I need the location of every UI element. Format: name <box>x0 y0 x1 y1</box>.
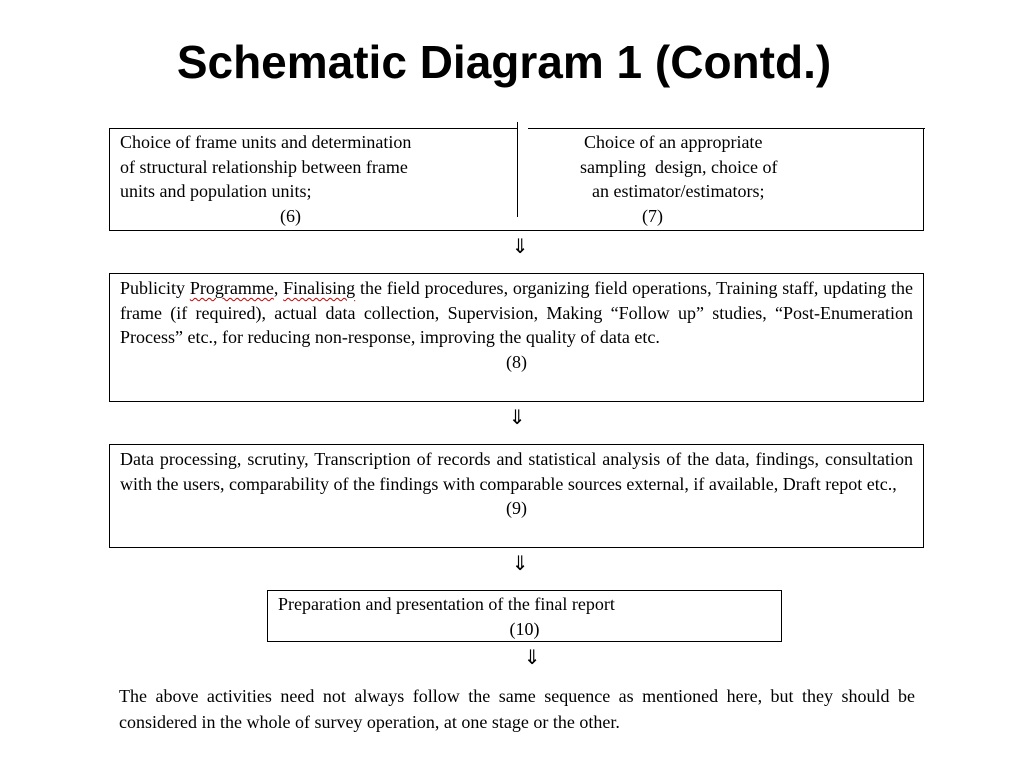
box1-top-border-right <box>528 128 925 129</box>
page-title: Schematic Diagram 1 (Contd.) <box>176 36 832 88</box>
box1-right-line-2: sampling design, choice of <box>580 156 778 177</box>
down-arrow-icon-1: ⇓ <box>511 234 529 258</box>
box-data-processing <box>109 444 924 548</box>
box2-rest: the field procedures, organizing field operations, Training staff, updating the frame (if required), actual data collection, Supervision, Making “Follow up” studies, “Post-Enumeration Process” etc., for reducing non-response, improving the quality of data etc. <box>120 278 914 347</box>
box2-word-finalising: Finalising <box>283 278 356 298</box>
box4-number: (10) <box>509 618 540 639</box>
box1-left-number: (6) <box>280 205 301 226</box>
box-frame-units-and-design <box>109 128 924 231</box>
box2-word-publicity: Publicity <box>120 278 186 298</box>
box2-text <box>120 276 913 350</box>
box1-left-cell <box>120 130 512 228</box>
box2-word-programme: Programme <box>189 278 274 298</box>
box1-right-line-3: an estimator/estimators; <box>592 181 765 201</box>
box1-right-number: (7) <box>642 205 663 226</box>
box1-left-line-2: of structural relationship between frame <box>120 156 408 177</box>
box1-top-border-left <box>109 128 517 129</box>
down-arrow-icon-4: ⇓ <box>523 645 541 669</box>
box-field-operations <box>109 273 924 402</box>
box2-comma: , <box>273 278 279 298</box>
box2-number: (8) <box>506 351 527 372</box>
down-arrow-icon-2: ⇓ <box>508 405 526 429</box>
footer-note: The above activities need not always follow the same sequence as mentioned here, but they should be considered in the whole of survey operation, at one stage or the other. <box>119 686 915 732</box>
box1-left-line-3: units and population units; <box>120 181 312 201</box>
box1-left-line-1: Choice of frame units and determination <box>120 132 412 152</box>
box3-text: Data processing, scrutiny, Transcription of records and statistical analysis of the data, findings, consultation with the users, comparability of the findings with comparable sources external, if available, Draft repot etc., <box>120 449 913 494</box>
box1-right-line-1: Choice of an appropriate <box>584 132 763 152</box>
box4-text: Preparation and presentation of the final report <box>278 594 615 614</box>
box1-right-cell <box>580 130 910 228</box>
box3-number: (9) <box>506 498 527 518</box>
box-final-report <box>267 590 782 642</box>
box1-divider <box>517 122 518 217</box>
down-arrow-icon-3: ⇓ <box>511 551 529 575</box>
